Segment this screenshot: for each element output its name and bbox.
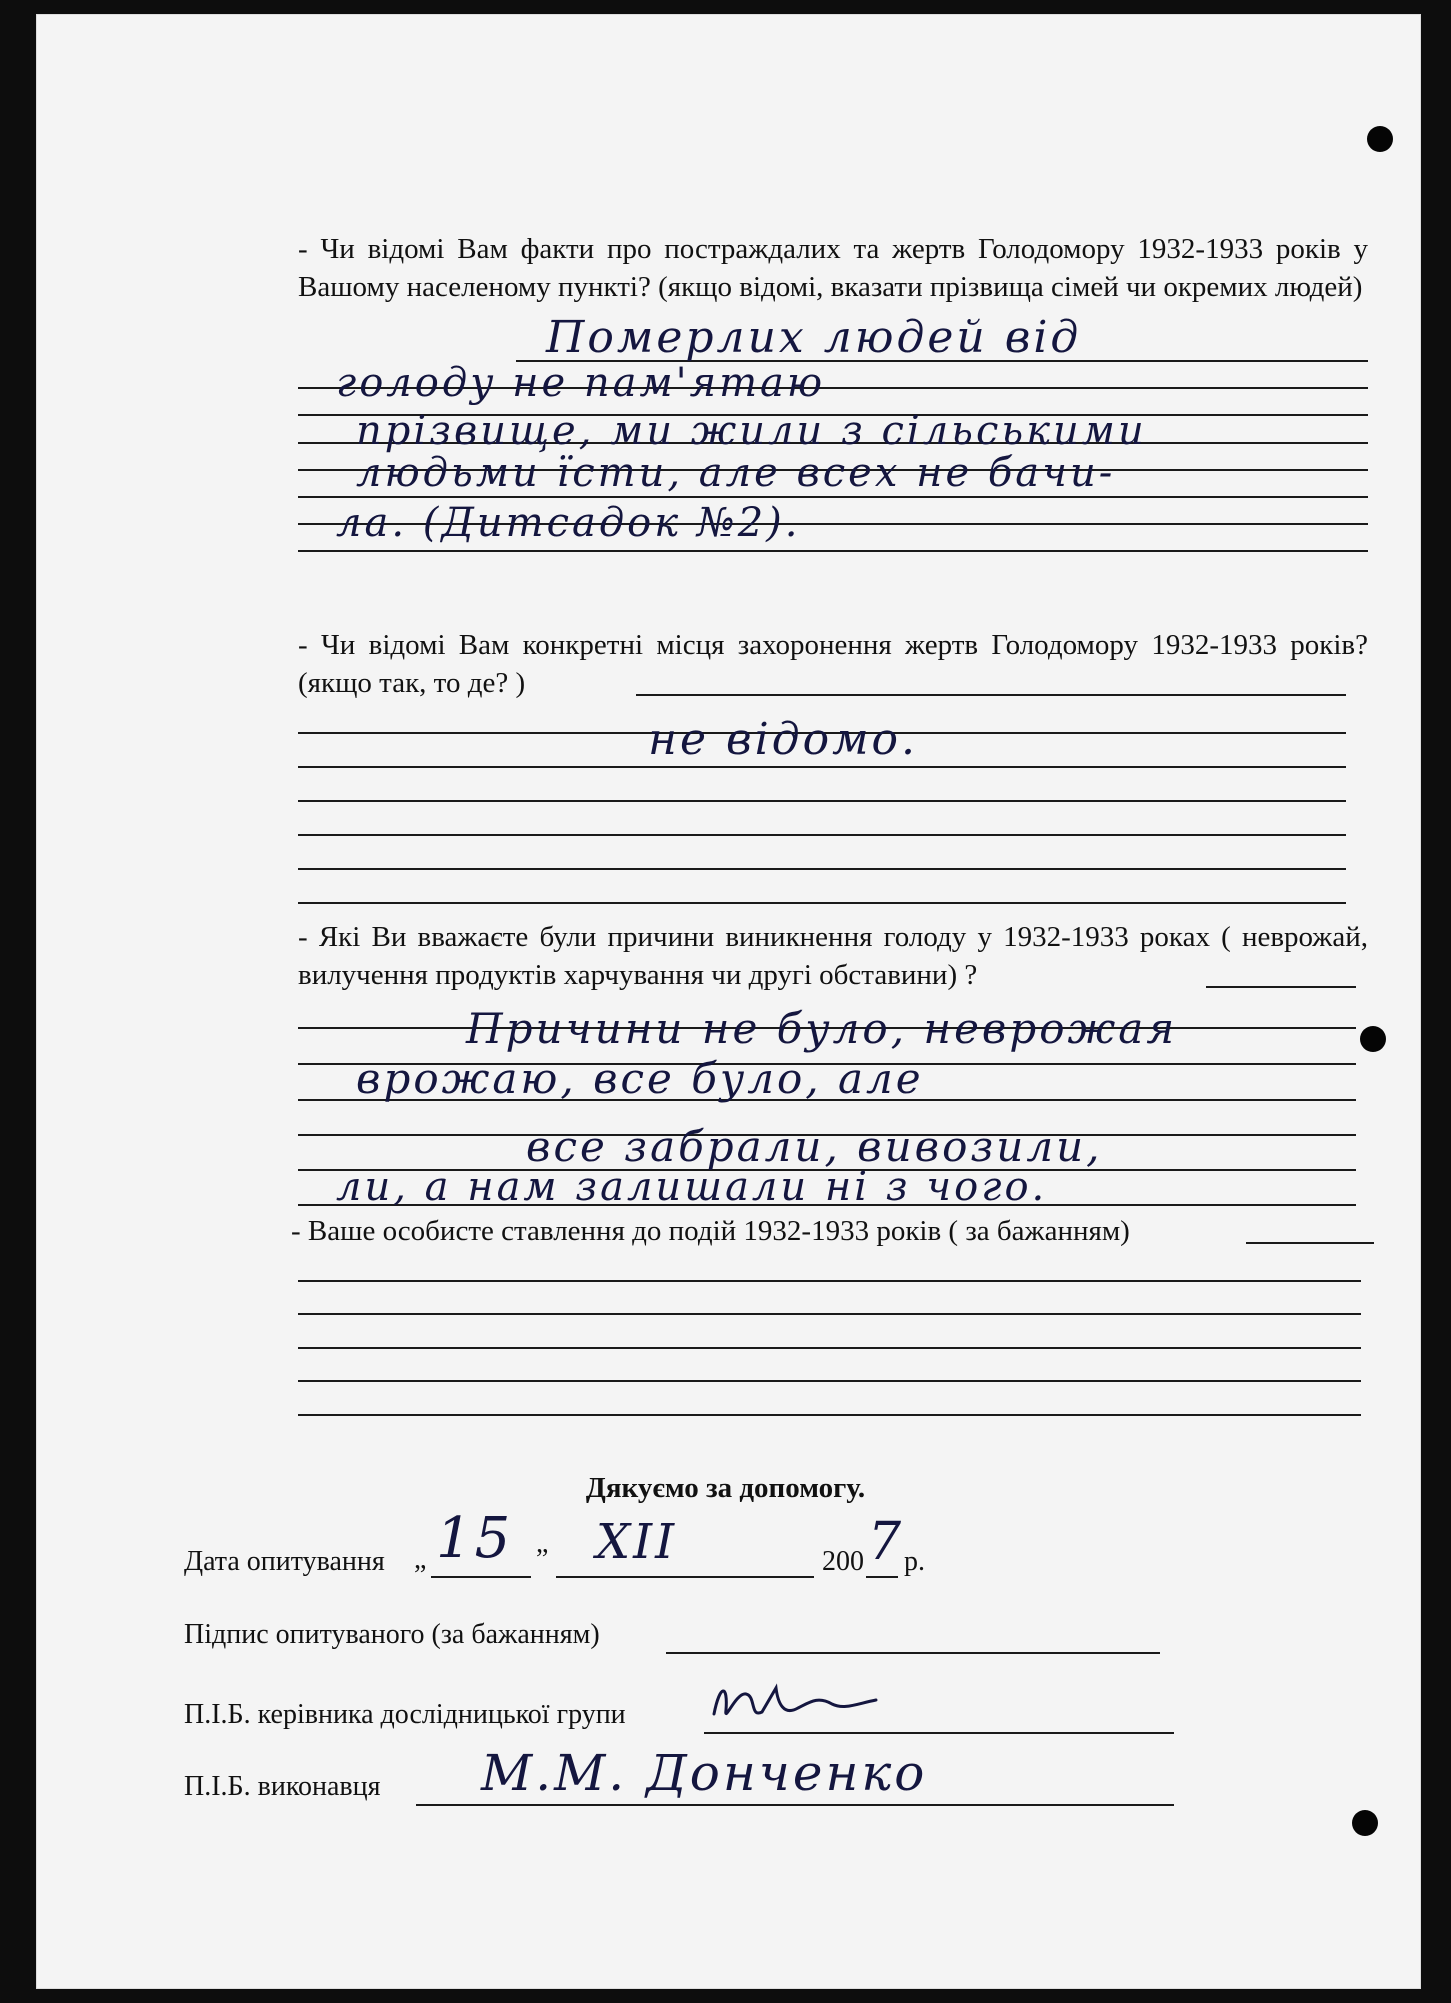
date-year-prefix: 200 xyxy=(822,1546,864,1577)
question-3-text: - Які Ви вважаєте були причини виникнення голоду у 1932-1933 роках ( неврожай, вилучення продуктів харчування чи другі обставини) ? xyxy=(298,921,1368,991)
date-day-handwritten: 15 xyxy=(436,1506,514,1571)
punch-hole-bottom xyxy=(1352,1810,1378,1836)
punch-hole-middle xyxy=(1360,1026,1386,1052)
question-2-text: - Чи відомі Вам конкретні місця захоронення жертв Голодомору 1932-1933 років? (якщо так, то де? ) xyxy=(298,629,1368,699)
leader-label: П.І.Б. керівника дослідницької групи xyxy=(184,1699,626,1730)
question-4-text: - Ваше особисте ставлення до подій 1932-1933 років ( за бажанням) xyxy=(291,1215,1130,1247)
thanks-heading: Дякуємо за допомогу. xyxy=(585,1472,866,1504)
answer-line xyxy=(298,1347,1361,1349)
answer-line xyxy=(298,902,1346,904)
date-day-line xyxy=(431,1576,531,1578)
date-month-line xyxy=(556,1576,814,1578)
punch-hole-top xyxy=(1367,126,1393,152)
answer-line xyxy=(298,1280,1361,1282)
date-suffix: р. xyxy=(904,1546,925,1577)
signature-label: Підпис опитуваного (за бажанням) xyxy=(184,1619,600,1650)
executor-label: П.І.Б. виконавця xyxy=(184,1771,381,1802)
date-close-quote: ” xyxy=(536,1544,549,1575)
handwritten-answer-3-line-1: Причини не було, неврожая xyxy=(466,1004,1178,1053)
date-label: Дата опитування xyxy=(184,1546,385,1577)
answer-line xyxy=(636,694,1346,696)
answer-line xyxy=(298,834,1346,836)
date-open-quote: „ xyxy=(414,1544,427,1575)
answer-line xyxy=(298,868,1346,870)
handwritten-answer-1-line-5: ла. (Дитсадок №2). xyxy=(336,500,801,546)
answer-line xyxy=(298,800,1346,802)
leader-signature xyxy=(706,1674,906,1734)
handwritten-answer-1-line-2: голоду не пам'ятаю xyxy=(336,360,826,406)
executor-name-handwritten: М.М. Донченко xyxy=(481,1744,928,1802)
answer-line xyxy=(1206,986,1356,988)
answer-line xyxy=(298,1313,1361,1315)
answer-line xyxy=(298,1414,1361,1416)
question-1-text: - Чи відомі Вам факти про постраждалих та жертв Голодомору 1932-1933 років у Вашому населеному пункті? (якщо відомі, вказати прізвища сімей чи окремих людей) xyxy=(298,233,1368,303)
questionnaire-page xyxy=(36,14,1421,1989)
date-year-line xyxy=(866,1576,898,1578)
handwritten-answer-3-line-2: врожаю, все було, але xyxy=(356,1054,924,1103)
date-month-handwritten: XII xyxy=(596,1514,678,1570)
handwritten-answer-1-line-3: прізвище, ми жили з сільськими xyxy=(356,408,1147,454)
handwritten-answer-2: не відомо. xyxy=(648,714,919,765)
handwritten-answer-1-line-4: людьми їсти, але всех не бачи- xyxy=(356,450,1116,496)
answer-line xyxy=(1246,1242,1374,1244)
handwritten-answer-3-line-3: все забрали, вивозили, xyxy=(526,1122,1103,1171)
handwritten-answer-3-line-4: ли, а нам залишали ні з чого. xyxy=(336,1164,1048,1210)
answer-line xyxy=(298,496,1368,498)
date-year-handwritten: 7 xyxy=(868,1512,905,1572)
handwritten-answer-1-line-1: Померлих людей від xyxy=(546,312,1082,363)
executor-line xyxy=(416,1804,1174,1806)
signature-line xyxy=(666,1652,1160,1654)
answer-line xyxy=(298,550,1368,552)
answer-line xyxy=(298,1380,1361,1382)
answer-line xyxy=(298,766,1346,768)
